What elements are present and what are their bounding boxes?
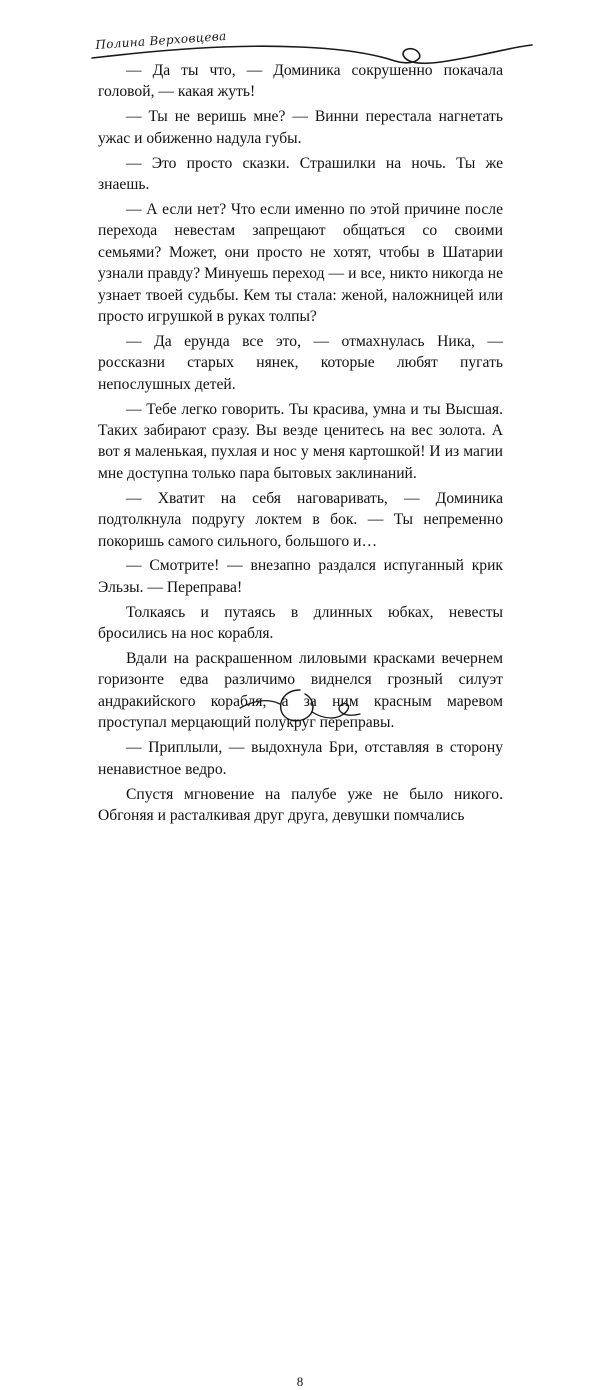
paragraph: — Ты не веришь мне? — Винни перестала нагнетать ужас и обиженно надула губы. xyxy=(98,108,503,147)
paragraph: — Да ты что, — Доминика сокрушенно покачала головой, — какая жуть! xyxy=(98,62,503,101)
footer-flourish xyxy=(0,680,600,740)
paragraph: — Это просто сказки. Страшилки на ночь. Ты же знаешь. xyxy=(98,154,503,194)
paragraph: Толкаясь и путаясь в длинных юбках, невесты бросились на нос корабля. xyxy=(98,603,503,643)
paragraph: Спустя мгновение на палубе уже не было никого. Обгоняя и расталкивая друг друга, девушки помчались xyxy=(98,785,503,824)
paragraph: — Да ерунда все это, — отмахнулась Ника, — россказни старых нянек, которые любят пугать непослушных детей. xyxy=(98,332,503,393)
paragraph: — Приплыли, — выдохнула Бри, отставляя в сторону ненавистное ведро. xyxy=(98,739,503,778)
paragraph: Вдали на раскрашенном лиловыми красками вечернем горизонте едва различимо виднелся грозный силуэт андракийского корабля, а за ним красным маревом проступал мерцающий полукруг переправы. xyxy=(98,650,503,732)
paragraph: — Смотрите! — внезапно раздался испуганный крик Эльзы. — Переправа! xyxy=(98,557,503,596)
author-name: Полина Верховцева xyxy=(95,28,227,52)
paragraph: — Хватит на себя наговаривать, — Доминика подтолкнула подругу локтем в бок. — Ты непременно покоришь самого сильного, большого и… xyxy=(98,489,503,550)
paragraph: — Тебе легко говорить. Ты красива, умна и ты Высшая. Таких забирают сразу. Вы везде ценитесь на вес золота. А вот я маленькая, пухлая и нос у меня картошкой! И из магии мне доступна только пара бытовых заклинаний. xyxy=(98,400,503,482)
page-number: 8 xyxy=(296,1374,304,1389)
paragraph: — А если нет? Что если именно по этой причине после перехода невестам запрещают общаться со своими семьями? Может, они просто не хотят, чтобы в Шатарии узнали правду? Минуешь переход — и все, никто никогда не узнает твоей судьбы. Кем ты стала: женой, наложницей или просто игрушкой в руках толпы? xyxy=(98,200,503,325)
